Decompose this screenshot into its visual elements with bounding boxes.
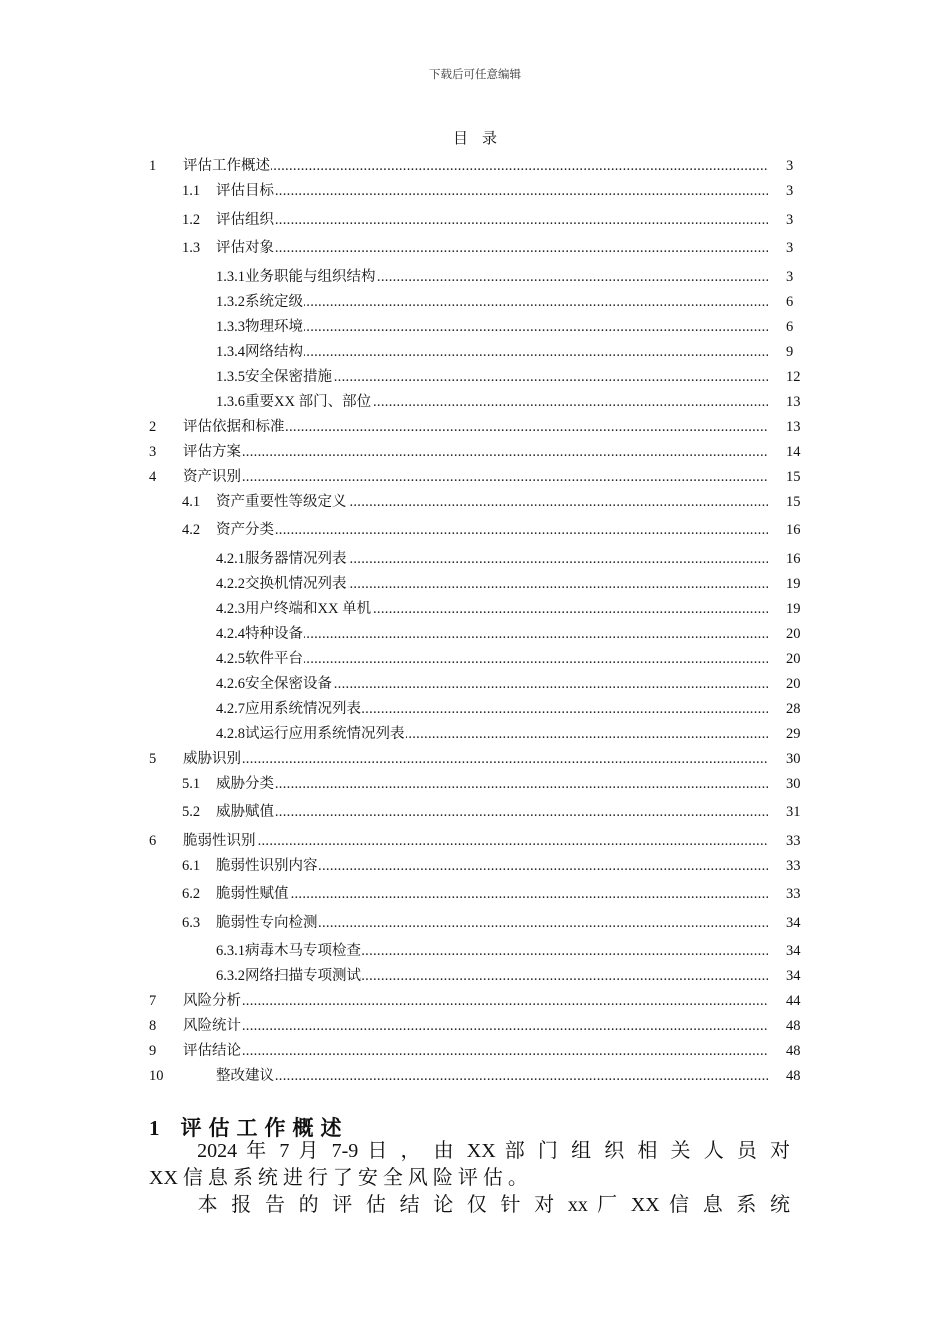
toc-entry[interactable] bbox=[149, 747, 809, 772]
toc-entry-text: 4.2.4特种设备 bbox=[216, 625, 303, 642]
toc-entry-number: 1.3 bbox=[182, 240, 201, 256]
toc-entry[interactable] bbox=[149, 415, 809, 440]
toc-entry-text: 4.2.1服务器情况列表 bbox=[216, 550, 347, 567]
toc-entry-text: 4.2.6安全保密设备 bbox=[216, 675, 332, 692]
toc-entry-label bbox=[216, 622, 768, 647]
toc-entry-text: 评估依据和标准 bbox=[183, 418, 285, 435]
toc-entry-label bbox=[216, 800, 768, 825]
toc-entry-text: 4.2.7应用系统情况列表 bbox=[216, 700, 361, 717]
toc-entry-page: 3 bbox=[786, 268, 794, 285]
toc-entry-text: 威胁赋值 bbox=[216, 804, 274, 820]
toc-entry[interactable] bbox=[149, 672, 809, 697]
toc-entry-page: 33 bbox=[786, 857, 801, 874]
toc-entry-number: 5 bbox=[149, 750, 157, 767]
toc-entry-page: 6 bbox=[786, 293, 794, 310]
toc-entry-label bbox=[216, 697, 768, 722]
toc-entry-text: 评估目标 bbox=[216, 183, 274, 199]
toc-entry[interactable] bbox=[149, 939, 809, 964]
toc-entry-number: 4.1 bbox=[182, 493, 201, 510]
toc-entry-page: 28 bbox=[786, 700, 801, 717]
toc-entry-page: 3 bbox=[786, 240, 794, 256]
toc-entry-label bbox=[183, 415, 768, 440]
toc-entry-text: 整改建议 bbox=[216, 1068, 274, 1084]
toc-entry-number: 5.1 bbox=[182, 775, 201, 792]
toc-entry-label bbox=[216, 208, 768, 233]
toc-entry-label bbox=[183, 989, 768, 1014]
toc-entry-label bbox=[216, 340, 768, 365]
toc-entry[interactable] bbox=[149, 179, 809, 204]
toc-entry-text: 1.3.4网络结构 bbox=[216, 343, 303, 360]
paragraph-line: 本 报 告 的 评 估 结 论 仅 针 对 xx 厂 XX 信 息 系 统 bbox=[149, 1194, 790, 1216]
toc-entry-text: 4.2.3用户终端和XX 单机 bbox=[216, 600, 372, 617]
toc-entry-label bbox=[183, 465, 768, 490]
toc-entry-page: 48 bbox=[786, 1018, 801, 1034]
toc-entry-number: 2 bbox=[149, 418, 157, 435]
toc-entry-page: 19 bbox=[786, 600, 801, 617]
toc-entry-number: 4.2 bbox=[182, 522, 201, 538]
toc-entry-page: 20 bbox=[786, 625, 801, 642]
toc-entry[interactable] bbox=[149, 697, 809, 722]
toc-entry[interactable] bbox=[149, 647, 809, 672]
toc-entry[interactable] bbox=[149, 154, 809, 179]
toc-entry-number: 9 bbox=[149, 1043, 157, 1059]
toc-entry-page: 20 bbox=[786, 650, 801, 667]
toc-entry-number: 1.2 bbox=[182, 211, 201, 228]
toc-entry[interactable] bbox=[149, 800, 809, 825]
toc-entry-text: 资产重要性等级定义 bbox=[216, 493, 347, 510]
toc-entry-page: 33 bbox=[786, 886, 801, 902]
toc-entry[interactable] bbox=[149, 465, 809, 490]
toc-entry-text: 威胁分类 bbox=[216, 775, 274, 792]
toc-entry[interactable] bbox=[149, 772, 809, 797]
toc-entry-number: 6.3 bbox=[182, 914, 201, 931]
toc-entry-number: 7 bbox=[149, 993, 157, 1009]
toc-entry-page: 15 bbox=[786, 468, 801, 485]
toc-entry[interactable] bbox=[149, 547, 809, 572]
toc-entry-page: 34 bbox=[786, 968, 801, 984]
toc-entry[interactable] bbox=[149, 208, 809, 233]
toc-entry-label bbox=[216, 672, 768, 697]
toc-entry-page: 3 bbox=[786, 211, 794, 228]
toc-entry-text: 评估方案 bbox=[183, 443, 241, 460]
toc-entry-text: 评估对象 bbox=[216, 240, 274, 256]
toc-entry-label bbox=[216, 572, 768, 597]
toc-entry-text: 风险统计 bbox=[183, 1018, 241, 1034]
toc-entry-label bbox=[216, 490, 768, 515]
toc-entry-page: 33 bbox=[786, 832, 801, 849]
toc-entry-number: 1.1 bbox=[182, 183, 201, 199]
toc-entry-page: 13 bbox=[786, 393, 801, 410]
toc-entry[interactable] bbox=[149, 597, 809, 622]
toc-entry-number: 5.2 bbox=[182, 804, 201, 820]
toc-entry-text: 脆弱性赋值 bbox=[216, 886, 289, 902]
toc-entry-text: 评估工作概述 bbox=[183, 158, 270, 174]
toc-entry-page: 31 bbox=[786, 804, 801, 820]
toc-entry-label bbox=[216, 365, 768, 390]
toc-entry-label bbox=[216, 772, 768, 797]
toc-entry-text: 4.2.8试运行应用系统情况列表 bbox=[216, 725, 405, 742]
toc-entry[interactable] bbox=[149, 911, 809, 936]
toc-entry[interactable] bbox=[149, 572, 809, 597]
toc-entry[interactable] bbox=[149, 365, 809, 390]
toc-entry-label bbox=[216, 547, 768, 572]
toc-entry-text: 4.2.2交换机情况列表 bbox=[216, 575, 347, 592]
toc-entry[interactable] bbox=[149, 518, 809, 543]
toc-entry-text: 1.3.1业务职能与组织结构 bbox=[216, 268, 376, 285]
toc-entry-label bbox=[216, 315, 768, 340]
toc-entry-text: 脆弱性专向检测 bbox=[216, 914, 318, 931]
toc-entry[interactable] bbox=[149, 315, 809, 340]
toc-entry-page: 19 bbox=[786, 575, 801, 592]
toc-entry-page: 30 bbox=[786, 775, 801, 792]
toc-entry-text: 1.3.3物理环境 bbox=[216, 318, 303, 335]
toc-entry-number: 6.2 bbox=[182, 886, 201, 902]
toc-entry-label bbox=[216, 939, 768, 964]
toc-entry[interactable] bbox=[149, 722, 809, 747]
toc-entry[interactable] bbox=[149, 440, 809, 465]
toc-entry[interactable] bbox=[149, 340, 809, 365]
toc-title: 目录 bbox=[452, 131, 511, 147]
toc-entry-number: 6.1 bbox=[182, 857, 201, 874]
toc-entry[interactable] bbox=[149, 964, 809, 989]
toc-entry[interactable] bbox=[149, 265, 809, 290]
toc-entry-page: 13 bbox=[786, 418, 801, 435]
toc-entry-label bbox=[216, 597, 768, 622]
toc-entry-page: 48 bbox=[786, 1068, 801, 1084]
toc-entry[interactable] bbox=[149, 622, 809, 647]
toc-entry[interactable] bbox=[149, 290, 809, 315]
toc-entry[interactable] bbox=[149, 490, 809, 515]
toc-entry-label bbox=[216, 1064, 768, 1089]
toc-entry[interactable] bbox=[149, 1014, 809, 1039]
toc-entry-page: 12 bbox=[786, 368, 801, 385]
toc-entry-number: 6 bbox=[149, 832, 157, 849]
toc-entry-text: 资产分类 bbox=[216, 522, 274, 538]
toc-entry-number: 3 bbox=[149, 443, 157, 460]
toc-entry-text: 脆弱性识别 bbox=[183, 832, 256, 849]
toc-entry-label bbox=[216, 882, 768, 907]
page-header: 下载后可任意编辑 bbox=[429, 69, 521, 81]
toc-entry-number: 1 bbox=[149, 158, 157, 174]
toc-entry-page: 15 bbox=[786, 493, 801, 510]
toc-entry-text: 脆弱性识别内容 bbox=[216, 857, 318, 874]
toc-entry-label bbox=[183, 747, 768, 772]
toc-entry-number: 10 bbox=[149, 1068, 164, 1084]
toc-entry-label bbox=[216, 236, 768, 261]
toc-entry-label bbox=[216, 722, 768, 747]
toc-entry[interactable] bbox=[149, 1039, 809, 1064]
toc-entry-label bbox=[183, 1014, 768, 1039]
toc-entry-page: 16 bbox=[786, 522, 801, 538]
toc-entry[interactable] bbox=[149, 882, 809, 907]
section-number: 1 bbox=[149, 1116, 167, 1140]
toc-entry-label bbox=[183, 1039, 768, 1064]
paragraph-line: 2024 年 7 月 7-9 日 ， 由 XX 部 门 组 织 相 关 人 员 对 bbox=[149, 1140, 790, 1162]
toc-entry-text: 6.3.1病毒木马专项检查 bbox=[216, 943, 361, 959]
toc-entry[interactable] bbox=[149, 390, 809, 415]
toc-entry[interactable] bbox=[149, 236, 809, 261]
table-of-contents bbox=[149, 154, 809, 1089]
toc-entry-page: 3 bbox=[786, 158, 794, 174]
toc-entry-label bbox=[183, 154, 768, 179]
toc-entry-page: 6 bbox=[786, 318, 794, 335]
toc-entry-label bbox=[216, 518, 768, 543]
toc-entry-page: 48 bbox=[786, 1043, 801, 1059]
toc-entry-label bbox=[216, 290, 768, 315]
toc-entry-label bbox=[216, 964, 768, 989]
toc-entry-text: 1.3.6重要XX 部门、部位 bbox=[216, 393, 372, 410]
toc-entry[interactable] bbox=[149, 854, 809, 879]
toc-entry-label bbox=[216, 911, 768, 936]
toc-entry-page: 29 bbox=[786, 725, 801, 742]
toc-entry-label bbox=[183, 440, 768, 465]
toc-entry-page: 34 bbox=[786, 914, 801, 931]
toc-entry-text: 威胁识别 bbox=[183, 750, 241, 767]
toc-entry-label bbox=[216, 647, 768, 672]
toc-entry-label bbox=[216, 854, 768, 879]
toc-entry-page: 44 bbox=[786, 993, 801, 1009]
toc-entry-page: 16 bbox=[786, 550, 801, 567]
section-title: 评估工作概述 bbox=[180, 1116, 349, 1140]
toc-entry-text: 4.2.5软件平台 bbox=[216, 650, 303, 667]
toc-entry-text: 评估结论 bbox=[183, 1043, 241, 1059]
toc-entry-label bbox=[216, 265, 768, 290]
toc-entry-page: 3 bbox=[786, 183, 794, 199]
toc-entry-page: 34 bbox=[786, 943, 801, 959]
toc-entry-page: 9 bbox=[786, 343, 794, 360]
toc-entry[interactable] bbox=[149, 829, 809, 854]
toc-entry[interactable] bbox=[149, 989, 809, 1014]
toc-entry-label bbox=[216, 390, 768, 415]
toc-entry-page: 14 bbox=[786, 443, 801, 460]
toc-entry[interactable] bbox=[149, 1064, 809, 1089]
toc-entry-text: 1.3.5安全保密措施 bbox=[216, 368, 332, 385]
toc-entry-page: 20 bbox=[786, 675, 801, 692]
toc-entry-text: 资产识别 bbox=[183, 468, 241, 485]
toc-entry-text: 风险分析 bbox=[183, 993, 241, 1009]
paragraph-line: XX 信 息 系 统 进 行 了 安 全 风 险 评 估 。 bbox=[149, 1167, 528, 1189]
toc-entry-label bbox=[216, 179, 768, 204]
toc-entry-page: 30 bbox=[786, 750, 801, 767]
toc-entry-number: 8 bbox=[149, 1018, 157, 1034]
toc-entry-number: 4 bbox=[149, 468, 157, 485]
toc-entry-label bbox=[183, 829, 768, 854]
toc-entry-text: 6.3.2网络扫描专项测试 bbox=[216, 968, 361, 984]
toc-entry-text: 1.3.2系统定级 bbox=[216, 293, 303, 310]
toc-entry-text: 评估组织 bbox=[216, 211, 274, 228]
